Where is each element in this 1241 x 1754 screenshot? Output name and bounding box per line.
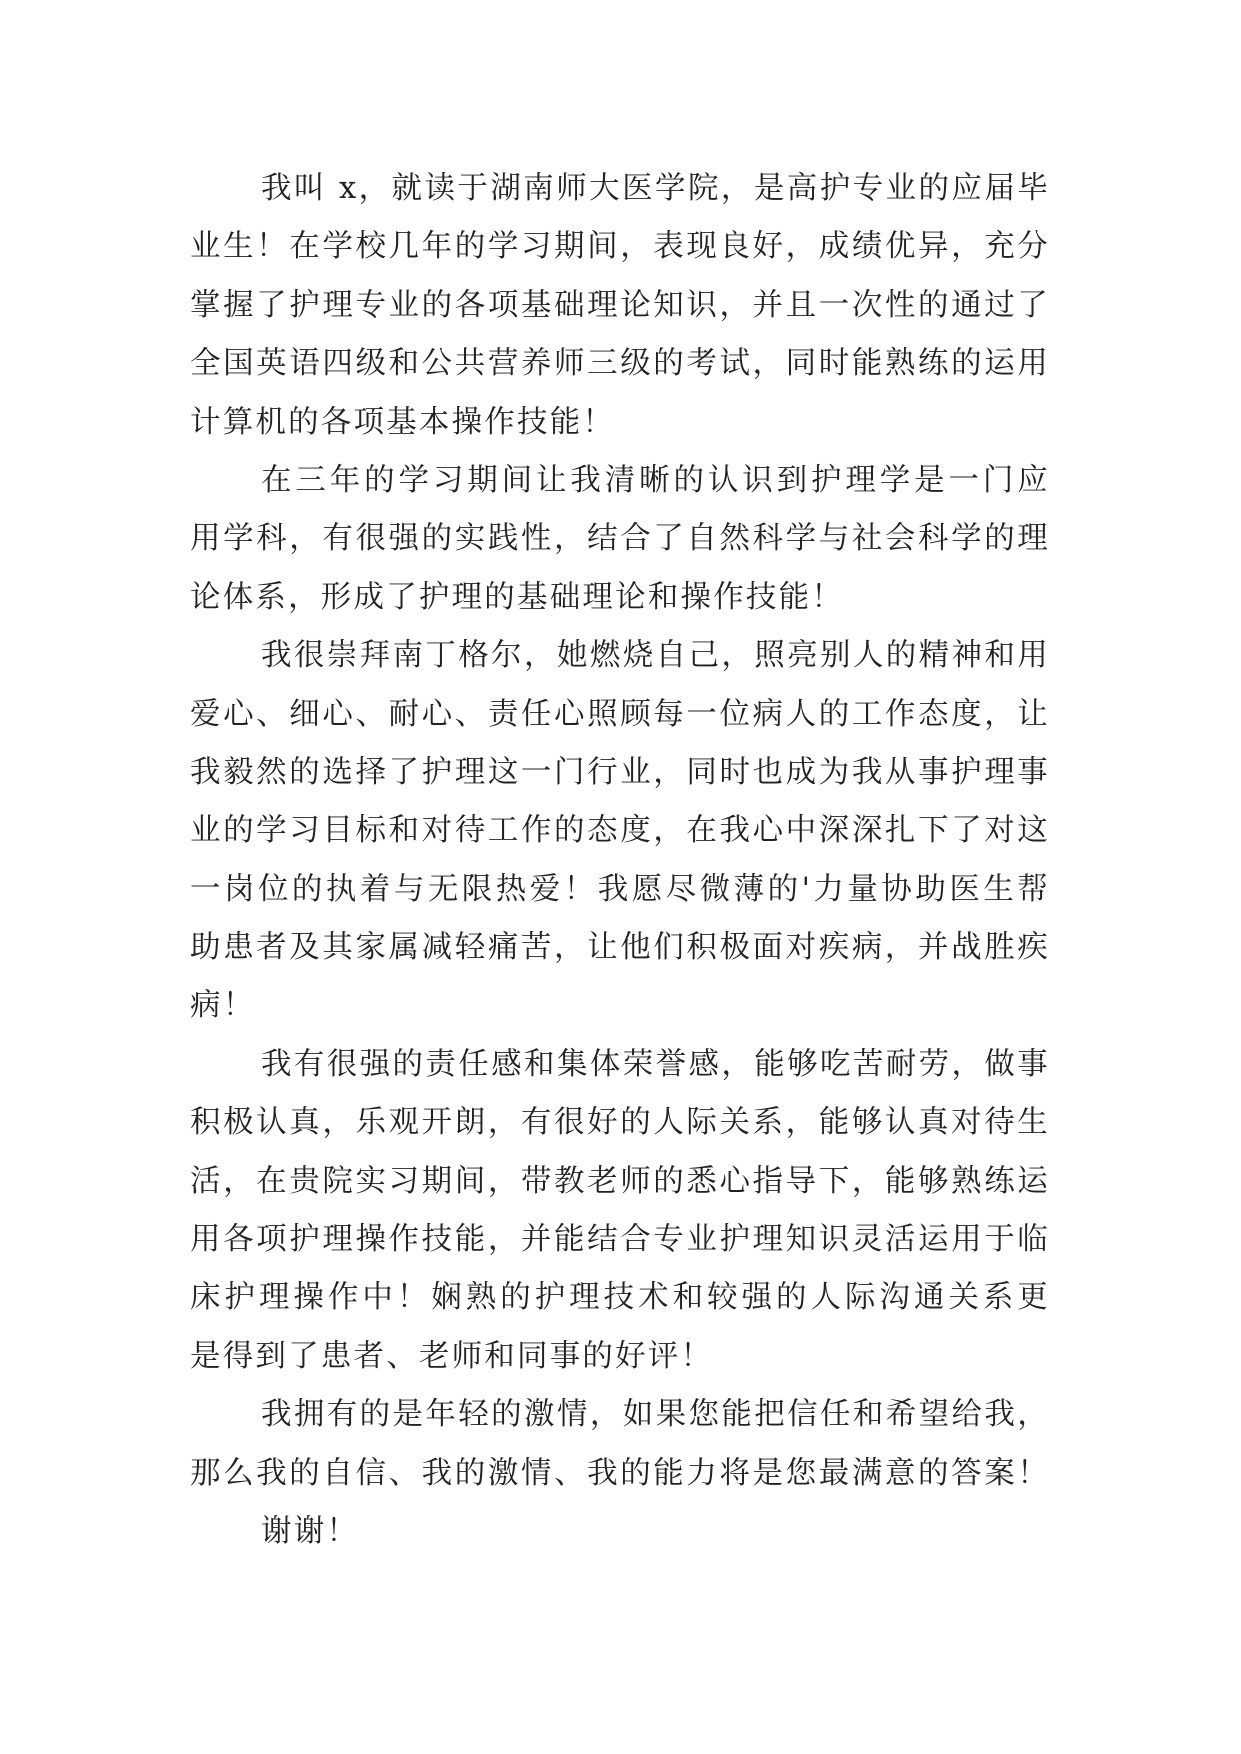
text-line: 我拥有的是年轻的激情，如果您能把信任和希望给我，: [261, 1397, 1050, 1433]
text-line: 床护理操作中！娴熟的护理技术和较强的人际沟通关系更: [190, 1280, 1050, 1316]
text-line: 全国英语四级和公共营养师三级的考试，同时能熟练的运用: [190, 346, 1050, 382]
text-line: 我毅然的选择了护理这一门行业，同时也成为我从事护理事: [190, 754, 1050, 790]
text-line: 论体系，形成了护理的基础理论和操作技能！: [190, 579, 844, 615]
text-line: 我叫 x，就读于湖南师大医学院，是高护专业的应届毕: [261, 171, 1050, 206]
text-line: 那么我的自信、我的激情、我的能力将是您最满意的答案！: [190, 1455, 1050, 1491]
text-line: 业生！在学校几年的学习期间，表现良好，成绩优异，充分: [190, 229, 1050, 265]
text-line: 病！: [190, 988, 256, 1024]
paragraph-4: [190, 1036, 1050, 1386]
text-line: 活，在贵院实习期间，带教老师的悉心指导下，能够熟练运: [190, 1163, 1050, 1199]
document-body: [190, 160, 1050, 1561]
text-line: 我很崇拜南丁格尔，她燃烧自己，照亮别人的精神和用: [261, 638, 1050, 674]
text-line: 一岗位的执着与无限热爱！我愿尽微薄的'力量协助医生帮: [190, 871, 1050, 907]
paragraph-1: [190, 160, 1050, 452]
text-line: 是得到了患者、老师和同事的好评！: [190, 1338, 714, 1374]
paragraph-3: [190, 627, 1050, 1036]
text-line: 用学科，有很强的实践性，结合了自然科学与社会科学的理: [190, 521, 1050, 557]
text-line: 助患者及其家属减轻痛苦，让他们积极面对疾病，并战胜疾: [190, 930, 1050, 966]
text-line: 业的学习目标和对待工作的态度，在我心中深深扎下了对这: [190, 813, 1050, 849]
text-line: 掌握了护理专业的各项基础理论知识，并且一次性的通过了: [190, 287, 1050, 323]
paragraph-6: [190, 1503, 1050, 1561]
paragraph-2: [190, 452, 1050, 627]
text-line: 积极认真，乐观开朗，有很好的人际关系，能够认真对待生: [190, 1105, 1050, 1141]
text-line: 用各项护理操作技能，并能结合专业护理知识灵活运用于临: [190, 1222, 1050, 1258]
text-line: 在三年的学习期间让我清晰的认识到护理学是一门应: [261, 462, 1050, 498]
text-line: 我有很强的责任感和集体荣誉感，能够吃苦耐劳，做事: [261, 1046, 1050, 1082]
text-line: 爱心、细心、耐心、责任心照顾每一位病人的工作态度，让: [190, 696, 1050, 732]
text-line: 谢谢！: [261, 1513, 360, 1549]
paragraph-5: [190, 1386, 1050, 1503]
text-line: 计算机的各项基本操作技能！: [190, 404, 616, 440]
